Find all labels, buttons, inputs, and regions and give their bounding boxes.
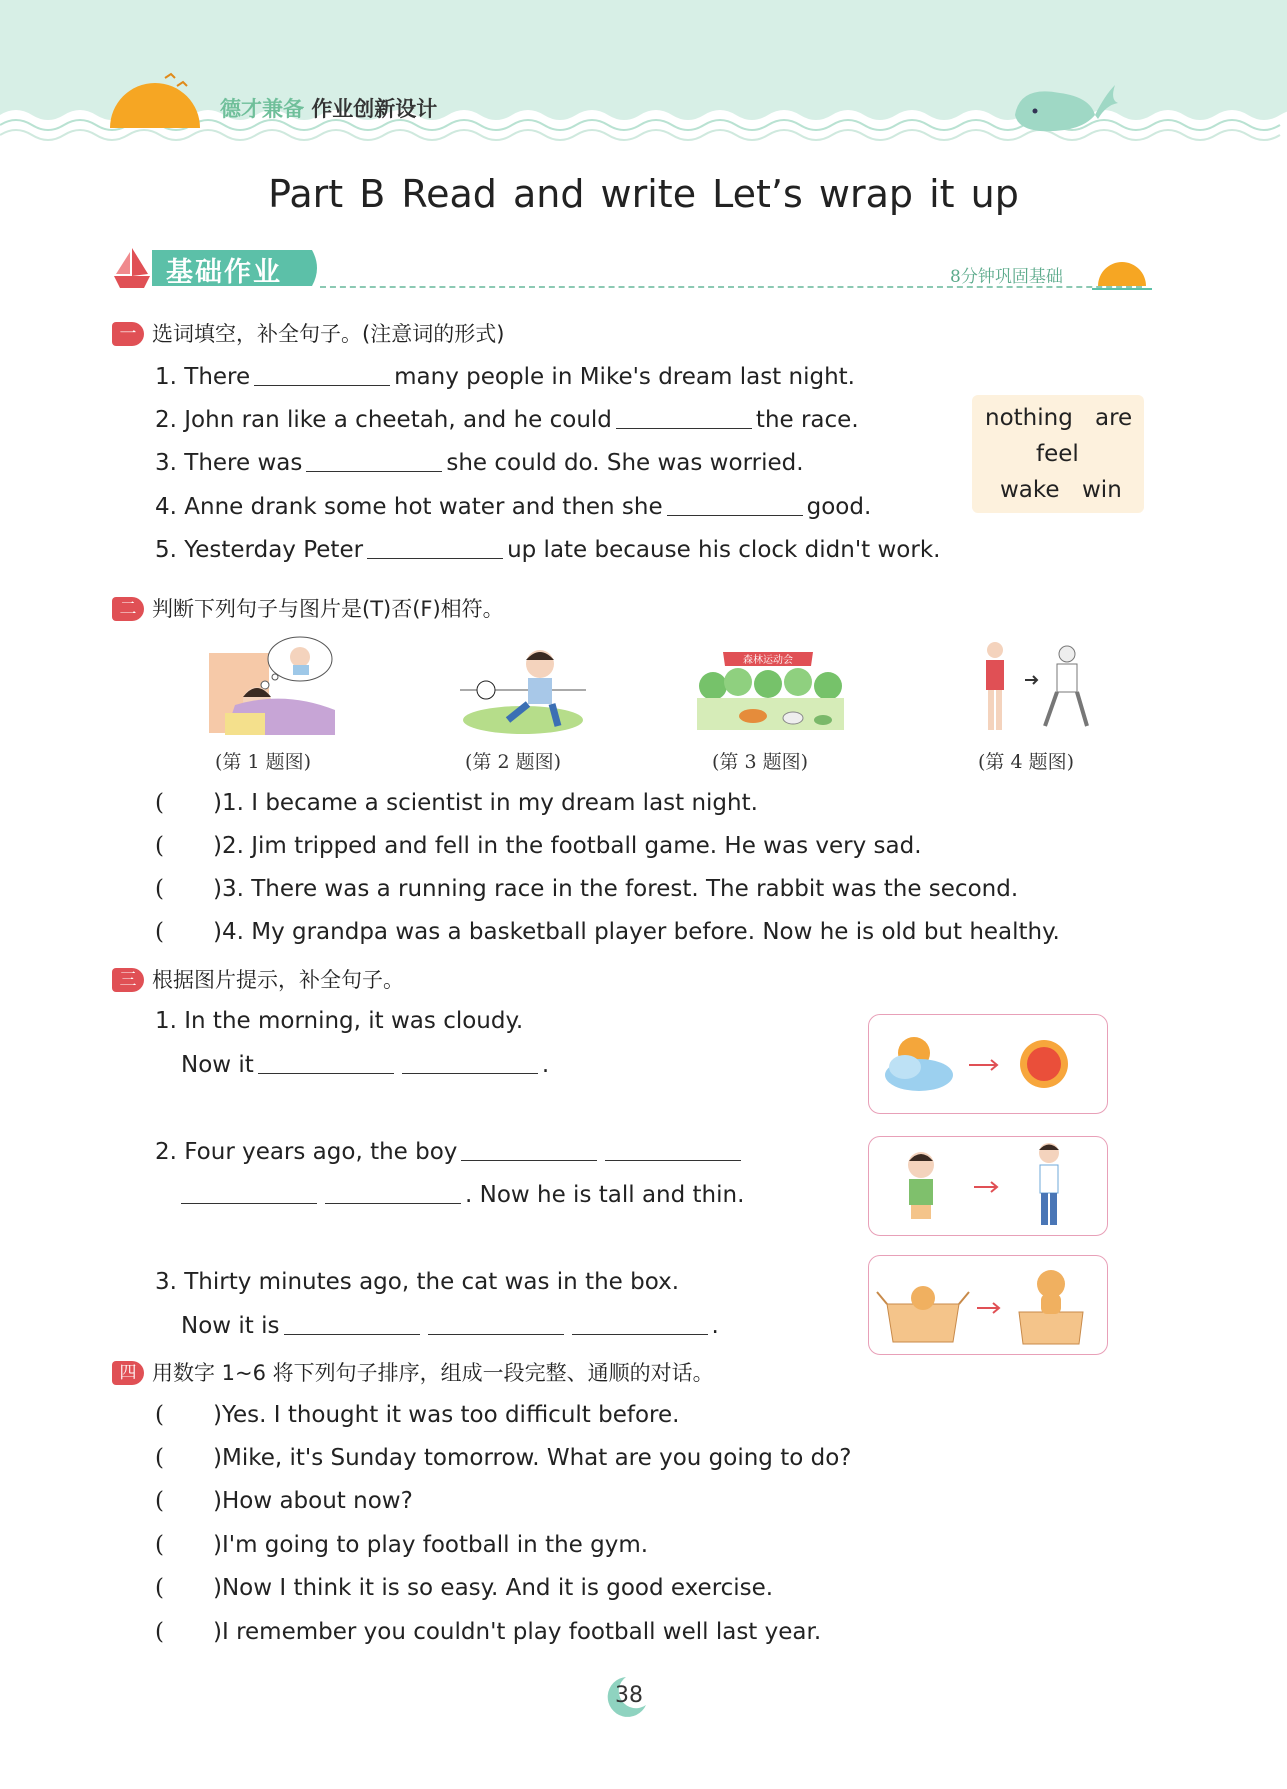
q3-item-3-blank[interactable]	[572, 1314, 708, 1335]
cat-in-box-to-on-box-icon	[869, 1256, 1107, 1354]
q2-item-3-text: There was a running race in the forest. The rabbit was the second.	[251, 876, 1019, 902]
q2-item-4-text: My grandpa was a basketball player before. Now he is old but healthy.	[251, 919, 1060, 945]
answer-paren[interactable]: (	[155, 1488, 164, 1514]
q1-item-2-text-after: the race.	[755, 407, 859, 433]
caption-picture-1: (第 1 题图)	[215, 751, 311, 773]
q4-item-2	[155, 1445, 852, 1471]
q2-instruction: 判断下列句子与图片是(T)否(F)相符。	[152, 597, 504, 621]
word-bank-word: are	[1095, 405, 1133, 431]
q4-item-5	[155, 1575, 773, 1601]
q1-item-5-text-after: up late because his clock didn't work.	[507, 537, 941, 563]
q4-item-3-text: )How about now?	[213, 1488, 413, 1514]
q2-item-1-text: I became a scientist in my dream last night.	[251, 790, 758, 816]
picture-box-weather	[868, 1014, 1108, 1114]
q3-item-1-blank[interactable]	[258, 1053, 394, 1074]
q2-item-2-text: Jim tripped and fell in the football game. He was very sad.	[251, 833, 922, 859]
q1-item-1-text-after: many people in Mike's dream last night.	[394, 364, 855, 390]
q2-item-4-number: )4.	[213, 919, 244, 945]
q1-item-3-text-after: she could do. She was worried.	[446, 450, 804, 476]
cloudy-to-sunny-icon	[869, 1015, 1107, 1113]
q1-item-3-number: 3.	[155, 450, 177, 476]
q4-item-6	[155, 1619, 821, 1645]
q3-item-2-blank[interactable]	[325, 1183, 461, 1204]
word-bank-word: wake	[1000, 477, 1060, 503]
q1-item-5	[155, 537, 940, 563]
q1-item-4-blank[interactable]	[667, 495, 803, 516]
q3-item-2-blank[interactable]	[605, 1140, 741, 1161]
q2-item-1	[155, 790, 758, 816]
small-sun-icon	[1092, 256, 1152, 292]
q4-item-1-text: )Yes. I thought it was too difficult before.	[213, 1402, 680, 1428]
q2-item-3-number: )3.	[213, 876, 244, 902]
q2-item-3	[155, 876, 1018, 902]
q4-item-5-text: )Now I think it is so easy. And it is good exercise.	[213, 1575, 774, 1601]
q2-number-badge: 二	[112, 597, 144, 621]
q1-item-5-text-before: Yesterday Peter	[184, 537, 364, 563]
q1-item-4-text-after: good.	[806, 494, 872, 520]
q1-item-3	[155, 450, 804, 476]
answer-paren[interactable]: (	[155, 1402, 164, 1428]
race-banner-text: 森林运动会	[743, 655, 793, 666]
q3-item-1-blank[interactable]	[402, 1053, 538, 1074]
word-bank-word: nothing	[985, 405, 1073, 431]
q1-item-1-blank[interactable]	[254, 365, 390, 386]
caption-picture-2: (第 2 题图)	[465, 751, 561, 773]
q1-instruction: 选词填空，补全句子。(注意词的形式)	[152, 322, 505, 346]
q4-item-6-text: )I remember you couldn't play football well last year.	[213, 1619, 822, 1645]
q4-item-4-text: )I'm going to play football in the gym.	[213, 1532, 649, 1558]
q3-item-1-period: .	[541, 1052, 550, 1078]
word-bank-word: win	[1082, 477, 1122, 503]
answer-paren[interactable]: (	[155, 1619, 164, 1645]
q3-item-2-line-2	[181, 1182, 744, 1208]
brand-title	[220, 93, 437, 123]
q1-item-4-number: 4.	[155, 494, 177, 520]
q4-header	[112, 1357, 714, 1387]
q1-item-3-text-before: There was	[184, 450, 303, 476]
q1-item-1-text-before: There	[184, 364, 251, 390]
q1-item-2-blank[interactable]	[616, 408, 752, 429]
q3-item-1-line-2	[181, 1052, 549, 1078]
page-title: Part B Read and write Let’s wrap it up	[268, 172, 1019, 216]
q4-item-4	[155, 1532, 648, 1558]
q4-number-badge: 四	[112, 1361, 144, 1385]
word-bank-word: feel	[1036, 441, 1079, 467]
q3-item-3-blank[interactable]	[284, 1314, 420, 1335]
q3-item-2-blank[interactable]	[181, 1183, 317, 1204]
answer-paren[interactable]: (	[155, 876, 164, 902]
q3-item-2-text: 2. Four years ago, the boy	[155, 1139, 458, 1165]
page-number: 38	[615, 1683, 643, 1708]
answer-paren[interactable]: (	[155, 919, 164, 945]
answer-paren[interactable]: (	[155, 790, 164, 816]
picture-box-boy	[868, 1136, 1108, 1236]
sunset-sun-icon	[105, 70, 205, 128]
q1-item-4-text-before: Anne drank some hot water and then she	[184, 494, 663, 520]
q4-item-1	[155, 1402, 679, 1428]
q1-number-badge: 一	[112, 322, 144, 346]
caption-picture-3: (第 3 题图)	[712, 751, 808, 773]
q3-header	[112, 964, 404, 994]
q1-item-2-text-before: John ran like a cheetah, and he could	[184, 407, 612, 433]
picture-grandpa-basketball	[975, 640, 1095, 740]
brand-black-text: 作业创新设计	[311, 97, 438, 121]
q3-item-3-line-2	[181, 1313, 719, 1339]
answer-paren[interactable]: (	[155, 833, 164, 859]
q2-item-2-number: )2.	[213, 833, 244, 859]
q1-item-5-blank[interactable]	[367, 538, 503, 559]
q3-item-2-line-1	[155, 1139, 745, 1165]
caption-picture-4: (第 4 题图)	[978, 751, 1074, 773]
q3-item-3-blank[interactable]	[428, 1314, 564, 1335]
q2-item-2	[155, 833, 922, 859]
answer-paren[interactable]: (	[155, 1445, 164, 1471]
q1-item-4	[155, 494, 871, 520]
q2-item-1-number: )1.	[213, 790, 244, 816]
q1-item-2	[155, 407, 859, 433]
brand-green-text: 德才兼备	[220, 97, 304, 121]
q3-item-2-text-after: . Now he is tall and thin.	[465, 1182, 745, 1208]
q1-item-3-blank[interactable]	[306, 451, 442, 472]
picture-box-cat	[868, 1255, 1108, 1355]
short-to-tall-boy-icon	[869, 1137, 1107, 1235]
q1-item-1-number: 1.	[155, 364, 177, 390]
picture-forest-race	[693, 638, 848, 738]
q1-item-2-number: 2.	[155, 407, 177, 433]
q4-item-3	[155, 1488, 413, 1514]
q1-header	[112, 318, 504, 348]
q3-item-3-now-text: Now it is	[181, 1313, 280, 1339]
q2-item-4	[155, 919, 1060, 945]
section-label: 基础作业	[166, 257, 282, 288]
word-bank-box	[972, 395, 1144, 513]
picture-boy-fell-football	[458, 640, 588, 740]
q1-item-5-number: 5.	[155, 537, 177, 563]
q3-item-3-period: .	[711, 1313, 719, 1339]
whale-icon	[1010, 75, 1120, 135]
q4-item-2-text: )Mike, it's Sunday tomorrow. What are you going to do?	[213, 1445, 852, 1471]
q4-instruction: 用数字 1~6 将下列句子排序，组成一段完整、通顺的对话。	[152, 1361, 714, 1385]
picture-girl-dreaming	[205, 635, 355, 740]
q2-header	[112, 593, 504, 623]
q3-number-badge: 三	[112, 968, 144, 992]
q3-item-1-line-1: 1. In the morning, it was cloudy.	[155, 1008, 524, 1034]
answer-paren[interactable]: (	[155, 1532, 164, 1558]
answer-paren[interactable]: (	[155, 1575, 164, 1601]
q3-instruction: 根据图片提示，补全句子。	[152, 968, 404, 992]
q3-item-2-blank[interactable]	[461, 1140, 597, 1161]
q3-item-1-now-text: Now it	[181, 1052, 254, 1078]
time-note: 8分钟巩固基础	[950, 267, 1063, 287]
q1-item-1	[155, 364, 855, 390]
q3-item-3-line-1: 3. Thirty minutes ago, the cat was in the box.	[155, 1269, 680, 1295]
